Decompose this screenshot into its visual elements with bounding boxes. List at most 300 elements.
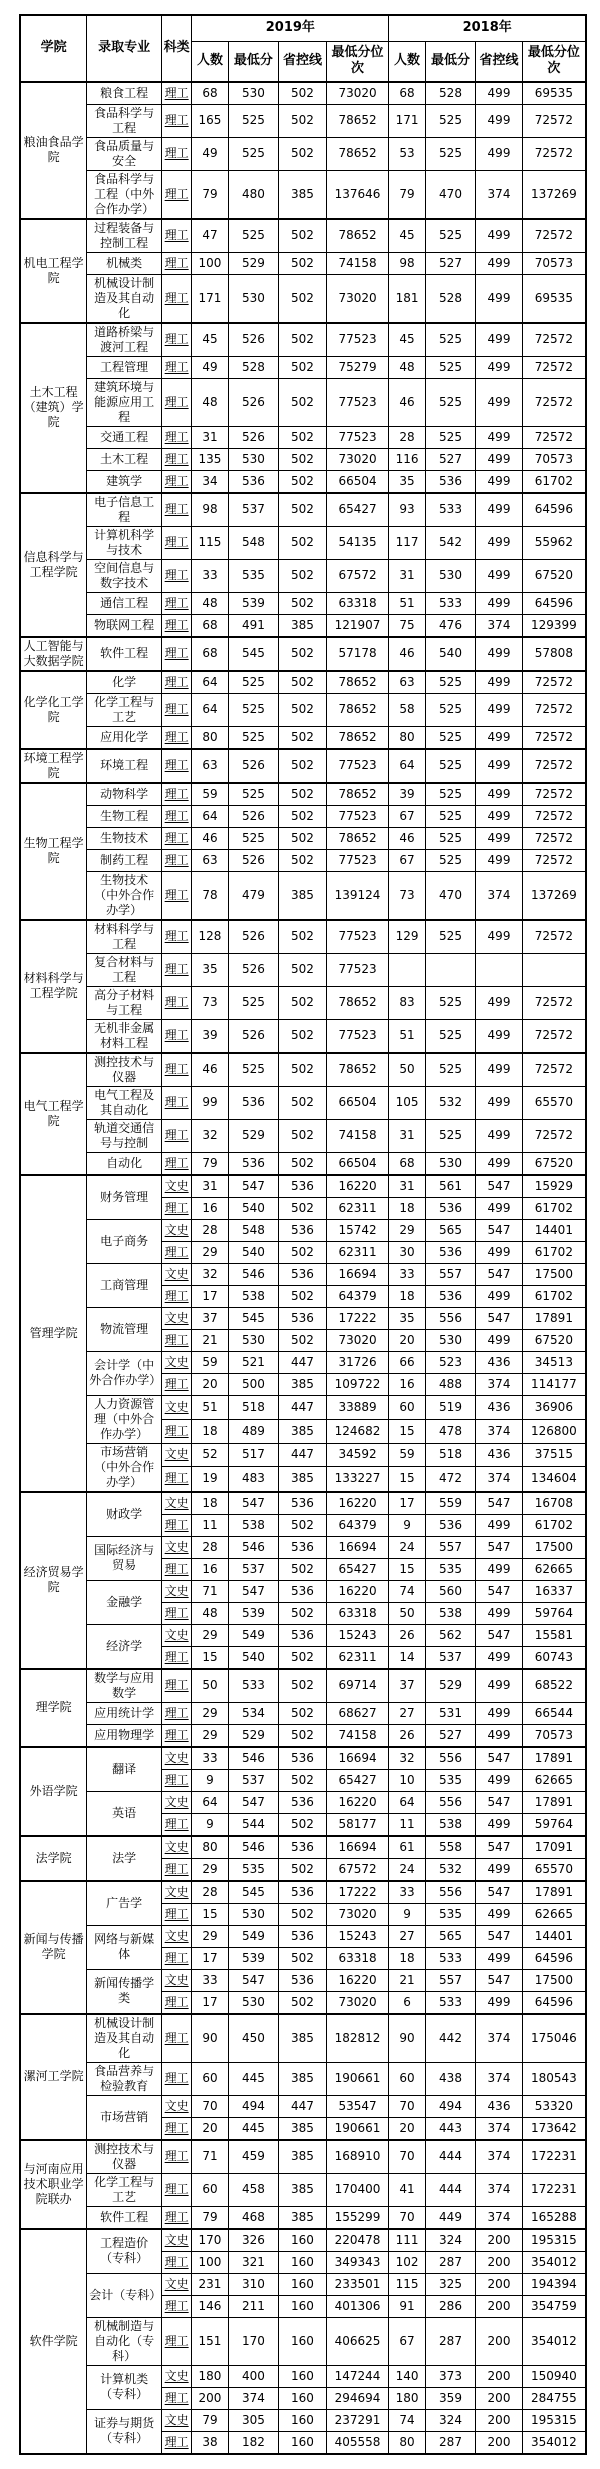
value-cell: 540 — [228, 1197, 279, 1219]
category-label: 文史 — [164, 1539, 189, 1554]
value-cell: 324 — [425, 2229, 476, 2252]
value-cell: 146 — [192, 2295, 228, 2317]
value-cell: 116 — [389, 448, 425, 470]
category-cell — [161, 1351, 191, 1373]
major-cell: 市场营销 — [87, 2095, 162, 2140]
value-cell: 66504 — [326, 1086, 389, 1119]
major-cell: 化学工程与工艺 — [87, 693, 162, 726]
value-cell: 160 — [279, 2295, 327, 2317]
major-cell: 生物工程 — [87, 805, 162, 827]
value-cell: 385 — [279, 2062, 327, 2095]
value-cell: 519 — [425, 1395, 476, 1419]
college-cell: 漯河工学院 — [20, 2014, 87, 2140]
value-cell: 83 — [389, 986, 425, 1019]
value-cell: 287 — [425, 2317, 476, 2365]
value-cell: 172231 — [522, 2140, 586, 2174]
value-cell: 533 — [425, 1947, 476, 1969]
college-cell: 信息科学与工程学院 — [20, 493, 87, 637]
value-cell: 72572 — [522, 1119, 586, 1152]
category-cell — [161, 637, 191, 671]
value-cell: 46 — [192, 1053, 228, 1087]
college-cell: 土木工程（建筑）学院 — [20, 323, 87, 493]
major-cell: 土木工程 — [87, 448, 162, 470]
value-cell: 28 — [192, 1219, 228, 1241]
value-cell: 535 — [228, 559, 279, 592]
value-cell: 529 — [228, 1119, 279, 1152]
value-cell: 556 — [425, 1881, 476, 1904]
value-cell: 65570 — [522, 1086, 586, 1119]
col-header-2019-minrank: 最低分位次 — [326, 42, 389, 82]
value-cell: 499 — [476, 426, 522, 448]
category-label: 文史 — [164, 2276, 189, 2291]
category-cell — [161, 2387, 191, 2409]
value-cell: 502 — [279, 637, 327, 671]
value-cell: 536 — [279, 1492, 327, 1515]
category-label: 理工 — [164, 1772, 189, 1787]
value-cell: 547 — [476, 1580, 522, 1602]
value-cell: 536 — [279, 1925, 327, 1947]
major-cell: 网络与新媒体 — [87, 1925, 162, 1969]
col-header-2018-count: 人数 — [389, 42, 425, 82]
value-cell: 310 — [228, 2273, 279, 2295]
value-cell: 45 — [192, 323, 228, 357]
value-cell: 200 — [476, 2295, 522, 2317]
value-cell: 499 — [476, 356, 522, 378]
value-cell: 483 — [228, 1467, 279, 1492]
table-row — [20, 1702, 586, 1724]
value-cell: 294694 — [326, 2387, 389, 2409]
value-cell: 287 — [425, 2251, 476, 2273]
table-row — [20, 526, 586, 559]
value-cell: 545 — [228, 1881, 279, 1904]
value-cell: 499 — [476, 470, 522, 493]
value-cell: 530 — [228, 274, 279, 323]
value-cell: 499 — [476, 1769, 522, 1791]
value-cell: 560 — [425, 1580, 476, 1602]
value-cell: 478 — [425, 1419, 476, 1443]
major-cell: 广告学 — [87, 1881, 162, 1926]
value-cell: 70573 — [522, 1724, 586, 1747]
major-cell: 软件工程 — [87, 2206, 162, 2229]
value-cell: 479 — [228, 871, 279, 920]
value-cell: 17091 — [522, 1836, 586, 1859]
table-row — [20, 871, 586, 920]
major-cell: 食品质量与安全 — [87, 137, 162, 170]
table-row — [20, 614, 586, 637]
value-cell: 115 — [389, 2273, 425, 2295]
value-cell: 72572 — [522, 986, 586, 1019]
value-cell: 33 — [192, 1969, 228, 1991]
value-cell: 180543 — [522, 2062, 586, 2095]
value-cell: 539 — [228, 592, 279, 614]
value-cell: 17 — [192, 1285, 228, 1307]
value-cell: 533 — [228, 1669, 279, 1703]
table-row — [20, 1724, 586, 1747]
value-cell: 78652 — [326, 1053, 389, 1087]
value-cell: 11 — [192, 1514, 228, 1536]
major-cell: 电子商务 — [87, 1219, 162, 1263]
value-cell: 502 — [279, 1053, 327, 1087]
value-cell: 374 — [476, 614, 522, 637]
value-cell: 502 — [279, 1947, 327, 1969]
value-cell: 72572 — [522, 219, 586, 253]
category-cell — [161, 726, 191, 749]
category-label: 理工 — [164, 1095, 189, 1109]
value-cell: 557 — [425, 1263, 476, 1285]
value-cell: 545 — [228, 1307, 279, 1329]
category-cell — [161, 378, 191, 426]
value-cell: 444 — [425, 2140, 476, 2174]
table-row — [20, 920, 586, 954]
value-cell: 499 — [476, 1019, 522, 1053]
value-cell: 67520 — [522, 559, 586, 592]
value-cell: 32 — [192, 1119, 228, 1152]
major-cell: 应用统计学 — [87, 1702, 162, 1724]
value-cell: 499 — [476, 1669, 522, 1703]
col-header-2019-minscore: 最低分 — [228, 42, 279, 82]
category-label: 理工 — [164, 2182, 189, 2196]
value-cell: 50 — [389, 1602, 425, 1624]
value-cell: 385 — [279, 614, 327, 637]
value-cell: 33 — [192, 559, 228, 592]
value-cell: 29 — [192, 1858, 228, 1881]
major-cell: 应用化学 — [87, 726, 162, 749]
value-cell: 67520 — [522, 1329, 586, 1351]
value-cell: 137269 — [522, 871, 586, 920]
value-cell: 195315 — [522, 2409, 586, 2431]
value-cell: 90 — [389, 2014, 425, 2063]
value-cell: 374 — [476, 1373, 522, 1395]
category-label: 理工 — [164, 113, 189, 127]
category-cell — [161, 2317, 191, 2365]
col-header-2019-provline: 省控线 — [279, 42, 327, 82]
table-row — [20, 1669, 586, 1703]
value-cell: 502 — [279, 274, 327, 323]
major-cell: 物流管理 — [87, 1307, 162, 1351]
value-cell: 438 — [425, 2062, 476, 2095]
category-label: 理工 — [164, 929, 189, 943]
value-cell: 61702 — [522, 1241, 586, 1263]
value-cell: 170 — [192, 2229, 228, 2252]
category-label: 理工 — [164, 2120, 189, 2135]
value-cell: 546 — [228, 1836, 279, 1859]
value-cell: 21 — [192, 1329, 228, 1351]
value-cell: 90 — [192, 2014, 228, 2063]
value-cell: 133227 — [326, 1467, 389, 1492]
value-cell: 72572 — [522, 1053, 586, 1087]
table-row — [20, 2062, 586, 2095]
value-cell: 374 — [476, 2206, 522, 2229]
value-cell: 284755 — [522, 2387, 586, 2409]
category-label: 文史 — [164, 1495, 189, 1510]
category-label: 理工 — [164, 2434, 189, 2449]
value-cell: 181 — [389, 274, 425, 323]
major-cell: 过程装备与控制工程 — [87, 219, 162, 253]
table-row — [20, 783, 586, 806]
value-cell: 499 — [476, 1991, 522, 2014]
table-row — [20, 1624, 586, 1646]
category-label: 理工 — [164, 535, 189, 549]
category-label: 理工 — [164, 852, 189, 867]
table-row — [20, 671, 586, 694]
value-cell: 547 — [476, 1219, 522, 1241]
table-row — [20, 1836, 586, 1859]
value-cell: 15 — [192, 1646, 228, 1669]
value-cell: 172231 — [522, 2173, 586, 2206]
value-cell: 502 — [279, 1086, 327, 1119]
value-cell: 525 — [228, 137, 279, 170]
value-cell: 502 — [279, 1813, 327, 1836]
value-cell: 540 — [425, 637, 476, 671]
category-cell — [161, 2365, 191, 2387]
value-cell: 47 — [192, 219, 228, 253]
value-cell: 374 — [476, 2173, 522, 2206]
value-cell: 165288 — [522, 2206, 586, 2229]
category-label: 理工 — [164, 995, 189, 1009]
college-cell: 粮油食品学院 — [20, 82, 87, 219]
value-cell: 525 — [425, 104, 476, 137]
value-cell: 525 — [228, 104, 279, 137]
table-row — [20, 1053, 586, 1087]
value-cell: 546 — [228, 1536, 279, 1558]
value-cell: 105 — [389, 1086, 425, 1119]
category-cell — [161, 2206, 191, 2229]
value-cell: 78652 — [326, 693, 389, 726]
category-label: 理工 — [164, 1727, 189, 1742]
category-cell — [161, 920, 191, 954]
major-cell: 证券与期货（专科） — [87, 2409, 162, 2454]
table-header — [20, 15, 586, 82]
value-cell: 15 — [389, 1419, 425, 1443]
value-cell: 525 — [228, 693, 279, 726]
value-cell: 59764 — [522, 1813, 586, 1836]
category-label: 理工 — [164, 359, 189, 374]
value-cell: 502 — [279, 592, 327, 614]
value-cell: 533 — [425, 1991, 476, 2014]
value-cell: 526 — [228, 378, 279, 426]
value-cell: 160 — [279, 2387, 327, 2409]
value-cell: 547 — [228, 1175, 279, 1198]
category-cell — [161, 1053, 191, 1087]
value-cell: 16 — [192, 1197, 228, 1219]
value-cell: 135 — [192, 448, 228, 470]
value-cell: 73020 — [326, 274, 389, 323]
value-cell: 78652 — [326, 104, 389, 137]
value-cell: 401306 — [326, 2295, 389, 2317]
value-cell: 499 — [476, 1241, 522, 1263]
major-cell: 机械类 — [87, 252, 162, 274]
col-header-category: 科类 — [161, 15, 191, 82]
category-cell — [161, 1903, 191, 1925]
value-cell: 527 — [425, 1724, 476, 1747]
value-cell: 374 — [476, 2062, 522, 2095]
value-cell: 160 — [279, 2229, 327, 2252]
value-cell: 447 — [279, 1351, 327, 1373]
value-cell: 499 — [476, 1903, 522, 1925]
value-cell: 556 — [425, 1307, 476, 1329]
value-cell: 502 — [279, 1152, 327, 1175]
value-cell: 150940 — [522, 2365, 586, 2387]
value-cell: 48 — [192, 1602, 228, 1624]
value-cell: 77523 — [326, 805, 389, 827]
category-label: 理工 — [164, 2030, 189, 2045]
value-cell: 525 — [425, 1119, 476, 1152]
value-cell: 60 — [389, 1395, 425, 1419]
value-cell: 536 — [279, 1836, 327, 1859]
value-cell: 151 — [192, 2317, 228, 2365]
value-cell: 565 — [425, 1219, 476, 1241]
value-cell: 470 — [425, 871, 476, 920]
category-label: 文史 — [164, 1583, 189, 1598]
col-header-major: 录取专业 — [87, 15, 162, 82]
value-cell: 100 — [192, 2251, 228, 2273]
value-cell: 547 — [228, 1492, 279, 1515]
value-cell: 499 — [476, 526, 522, 559]
college-cell: 生物工程学院 — [20, 783, 87, 920]
table-row — [20, 805, 586, 827]
value-cell: 502 — [279, 1241, 327, 1263]
value-cell: 49 — [192, 137, 228, 170]
category-label: 理工 — [164, 2390, 189, 2405]
value-cell: 35 — [389, 1307, 425, 1329]
category-cell — [161, 1514, 191, 1536]
category-label: 理工 — [164, 646, 189, 660]
value-cell: 499 — [476, 104, 522, 137]
value-cell: 32 — [192, 1263, 228, 1285]
value-cell: 547 — [476, 1747, 522, 1770]
major-cell: 英语 — [87, 1791, 162, 1836]
value-cell: 75 — [389, 614, 425, 637]
value-cell: 38 — [192, 2431, 228, 2454]
col-header-2018-provline: 省控线 — [476, 42, 522, 82]
value-cell: 59 — [192, 783, 228, 806]
category-label: 理工 — [164, 702, 189, 716]
value-cell: 98 — [389, 252, 425, 274]
value-cell: 549 — [228, 1624, 279, 1646]
category-label: 文史 — [164, 1178, 189, 1193]
category-cell — [161, 2062, 191, 2095]
value-cell: 63 — [192, 849, 228, 871]
value-cell: 48 — [192, 378, 228, 426]
value-cell: 63 — [389, 671, 425, 694]
value-cell — [522, 953, 586, 986]
college-cell: 材料科学与工程学院 — [20, 920, 87, 1053]
category-cell — [161, 1467, 191, 1492]
category-label: 理工 — [164, 1950, 189, 1965]
category-label: 文史 — [164, 1839, 189, 1854]
value-cell: 31726 — [326, 1351, 389, 1373]
major-cell: 环境工程 — [87, 749, 162, 783]
value-cell: 41 — [389, 2173, 425, 2206]
table-row — [20, 827, 586, 849]
value-cell: 525 — [425, 137, 476, 170]
value-cell: 200 — [476, 2365, 522, 2387]
category-label: 理工 — [164, 2149, 189, 2163]
value-cell: 459 — [228, 2140, 279, 2174]
value-cell: 15581 — [522, 1624, 586, 1646]
value-cell: 62665 — [522, 1558, 586, 1580]
major-cell: 经济学 — [87, 1624, 162, 1669]
value-cell: 79 — [192, 2206, 228, 2229]
value-cell: 78 — [192, 871, 228, 920]
value-cell: 502 — [279, 1991, 327, 2014]
value-cell: 16 — [389, 1373, 425, 1395]
value-cell: 61702 — [522, 470, 586, 493]
value-cell: 374 — [476, 2014, 522, 2063]
value-cell: 102 — [389, 2251, 425, 2273]
value-cell: 499 — [476, 1514, 522, 1536]
value-cell: 73020 — [326, 1903, 389, 1925]
value-cell: 525 — [425, 356, 476, 378]
value-cell: 16337 — [522, 1580, 586, 1602]
value-cell: 74 — [389, 1580, 425, 1602]
value-cell: 49 — [192, 356, 228, 378]
value-cell: 68 — [389, 82, 425, 105]
value-cell: 28 — [192, 1536, 228, 1558]
major-cell: 计算机类（专科） — [87, 2365, 162, 2409]
value-cell: 18 — [389, 1197, 425, 1219]
category-label: 理工 — [164, 595, 189, 610]
college-cell: 机电工程学院 — [20, 219, 87, 323]
major-cell: 粮食工程 — [87, 82, 162, 105]
value-cell: 499 — [476, 1947, 522, 1969]
category-cell — [161, 693, 191, 726]
category-label: 理工 — [164, 1649, 189, 1664]
value-cell: 194394 — [522, 2273, 586, 2295]
value-cell: 436 — [476, 1351, 522, 1373]
value-cell: 561 — [425, 1175, 476, 1198]
value-cell: 491 — [228, 614, 279, 637]
value-cell: 502 — [279, 1514, 327, 1536]
table-row — [20, 104, 586, 137]
value-cell: 547 — [476, 1836, 522, 1859]
value-cell: 354012 — [522, 2251, 586, 2273]
category-label: 理工 — [164, 255, 189, 270]
value-cell: 68 — [389, 1152, 425, 1175]
value-cell: 200 — [192, 2387, 228, 2409]
value-cell: 502 — [279, 448, 327, 470]
value-cell: 46 — [192, 827, 228, 849]
value-cell: 502 — [279, 827, 327, 849]
table-row — [20, 1395, 586, 1419]
value-cell: 72572 — [522, 920, 586, 954]
value-cell: 526 — [228, 749, 279, 783]
value-cell: 17891 — [522, 1307, 586, 1329]
value-cell: 16708 — [522, 1492, 586, 1515]
value-cell: 77523 — [326, 849, 389, 871]
value-cell: 499 — [476, 1053, 522, 1087]
value-cell: 14401 — [522, 1219, 586, 1241]
value-cell: 64596 — [522, 493, 586, 527]
value-cell: 46 — [389, 378, 425, 426]
value-cell: 16694 — [326, 1263, 389, 1285]
value-cell: 540 — [228, 1241, 279, 1263]
value-cell: 26 — [389, 1724, 425, 1747]
value-cell: 126800 — [522, 1419, 586, 1443]
value-cell: 31 — [389, 1119, 425, 1152]
table-row — [20, 82, 586, 105]
category-cell — [161, 1307, 191, 1329]
value-cell: 182812 — [326, 2014, 389, 2063]
category-cell — [161, 849, 191, 871]
value-cell: 200 — [476, 2229, 522, 2252]
value-cell: 9 — [192, 1769, 228, 1791]
value-cell: 72572 — [522, 726, 586, 749]
value-cell: 499 — [476, 1858, 522, 1881]
value-cell: 502 — [279, 426, 327, 448]
value-cell: 374 — [476, 2117, 522, 2140]
value-cell: 64 — [389, 1791, 425, 1813]
